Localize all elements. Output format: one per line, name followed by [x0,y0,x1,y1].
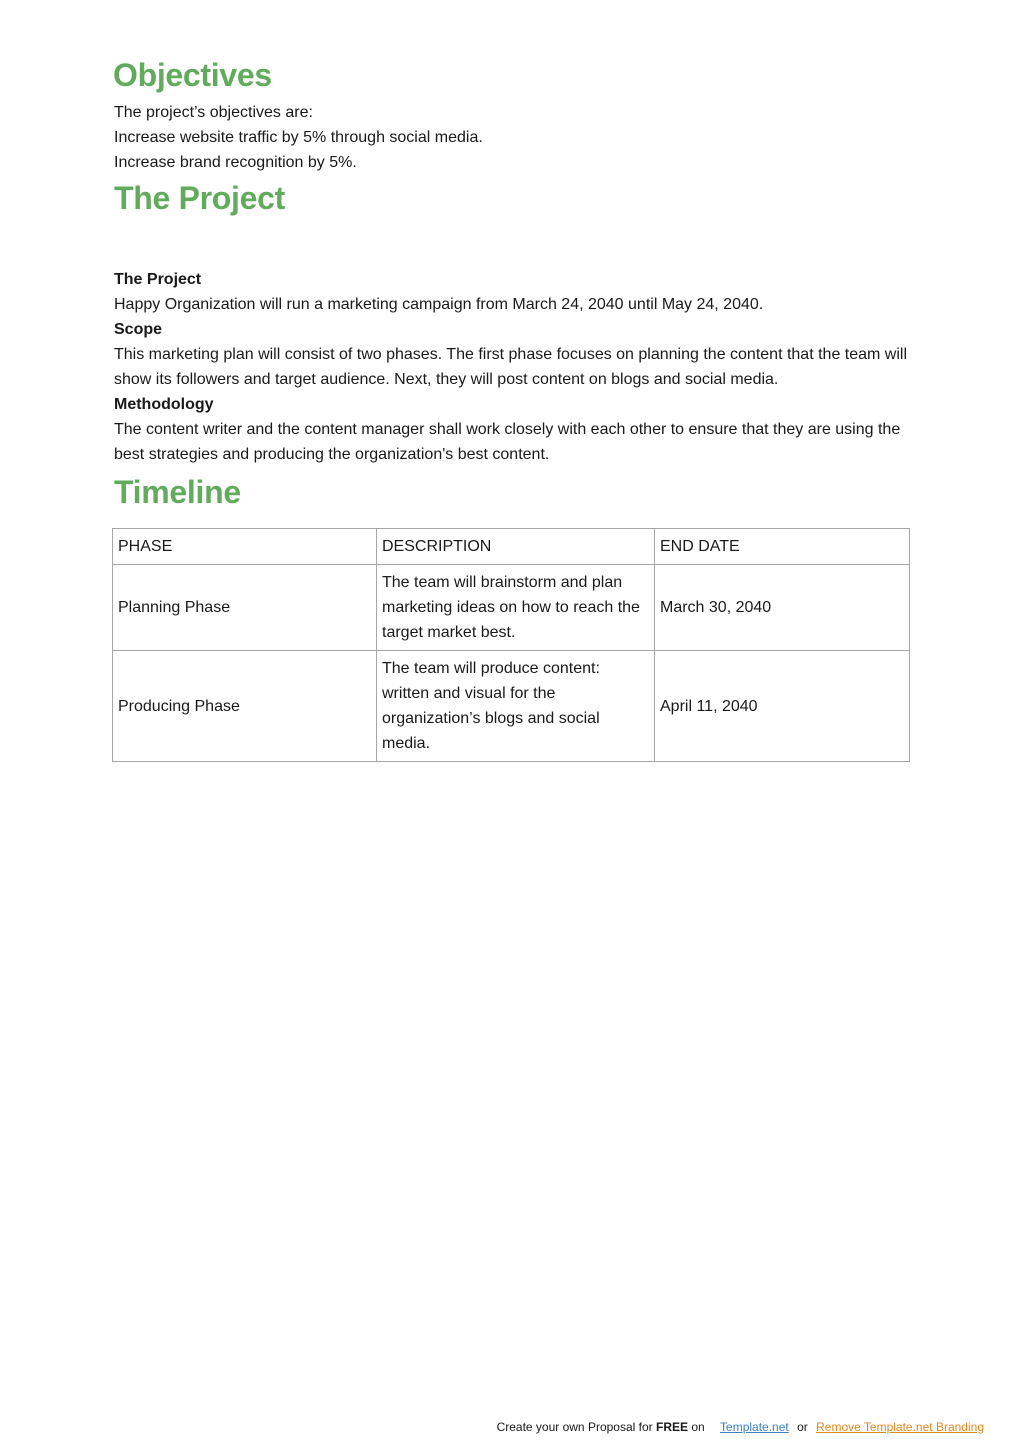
cell-phase: Producing Phase [113,651,377,762]
objective-item: Increase brand recognition by 5%. [114,154,357,171]
objectives-section [114,56,910,175]
project-body [114,267,910,467]
timeline-heading: Timeline [114,474,241,510]
methodology-subheading: Methodology [114,396,214,413]
remove-branding-link[interactable]: Remove Template.net Branding [816,1420,984,1434]
cell-phase: Planning Phase [113,565,377,651]
table-row [113,651,910,762]
column-header-description: DESCRIPTION [377,529,655,565]
objectives-list [114,100,910,175]
cell-description: The team will brainstorm and plan marketing ideas on how to reach the target market best. [377,565,655,651]
footer-prefix: Create your own Proposal for [496,1420,656,1434]
document-content [114,56,910,762]
timeline-table [112,528,910,762]
branding-footer [497,1418,984,1436]
cell-end-date: April 11, 2040 [655,651,910,762]
scope-subheading: Scope [114,321,163,338]
footer-or: or [797,1420,808,1434]
scope-paragraph: This marketing plan will consist of two phases. The first phase focuses on planning the content that the team will show its followers and target audience. Next, they will post content on blogs and social media. [114,346,908,388]
project-section [114,179,910,467]
timeline-section [114,473,910,762]
cell-end-date: March 30, 2040 [655,565,910,651]
project-subheading: The Project [114,271,202,288]
column-header-end-date: END DATE [655,529,910,565]
table-header-row [113,529,910,565]
cell-description: The team will produce content: written and visual for the organization’s blogs and social media. [377,651,655,762]
project-heading: The Project [114,180,285,216]
project-paragraph: Happy Organization will run a marketing campaign from March 24, 2040 until May 24, 2040. [114,296,764,313]
template-net-link[interactable]: Template.net [720,1420,789,1434]
objectives-heading: Objectives [113,57,272,93]
table-row [113,565,910,651]
methodology-paragraph: The content writer and the content manager shall work closely with each other to ensure that they are using the best strategies and producing the organization's best content. [114,421,901,463]
column-header-phase: PHASE [113,529,377,565]
footer-free: FREE [655,1420,688,1434]
objective-item: Increase website traffic by 5% through social media. [114,129,483,146]
objectives-intro: The project’s objectives are: [114,104,313,121]
footer-on: on [688,1420,705,1434]
